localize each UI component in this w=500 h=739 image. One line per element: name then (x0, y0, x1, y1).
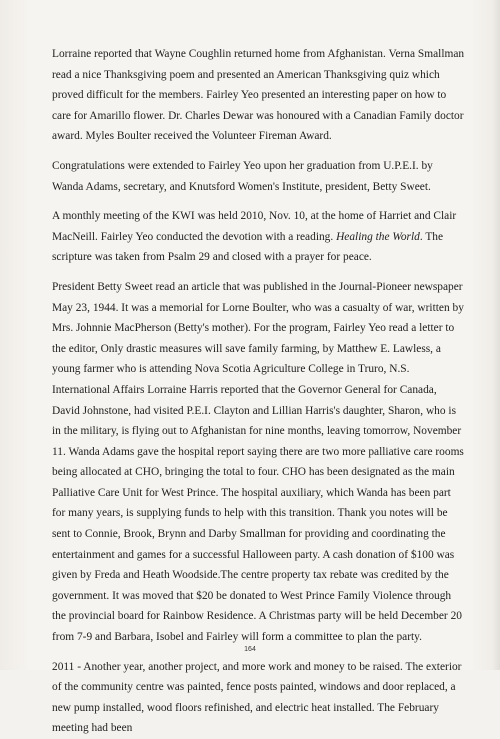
meeting-text-start: A monthly meeting of the KWI was held 2010, Nov. 10, at the home of Harriet and Clair MacNeill. Fairley Yeo conducted the devotion with a reading. (52, 210, 457, 243)
paragraph-monthly-meeting (52, 206, 466, 268)
paragraph-congratulations: Congratulations were extended to Fairley Yeo upon her graduation from U.P.E.I. by Wanda Adams, secretary, and Knutsford Women's Institute, president, Betty Sweet. (52, 159, 433, 193)
page-number: 164 (244, 646, 256, 653)
paragraph-coughlin-thanksgiving: Lorraine reported that Wayne Coughlin returned home from Afghanistan. Verna Smallman read a nice Thanksgiving poem and presented an American Thanksgiving quiz which proved difficult for the members. Fairley Yeo presented an interesting paper on how to care for Amarillo flower. Dr. Charles Dewar was honoured with a Canadian Family doctor award. Myles Boulter received the Volunteer Fireman Award. (52, 48, 465, 143)
paragraph-president-report: President Betty Sweet read an article that was published in the Journal-Pioneer newspaper May 23, 1944. It was a memorial for Lorne Boulter, who was a casualty of war, written by Mrs. Johnnie MacPherson (Betty's mother). For the program, Fairley Yeo read a letter to the editor, Only drastic measures will save family farming, by Matthew E. Lawless, a young farmer who is attending Nova Scotia Agriculture College in Truro, N.S. International Affairs Lorraine Harris reported that the Governor General for Canada, David Johnstone, had visited P.E.I. Clayton and Lillian Harris's daughter, Sharon, who is in the military, is flying out to Afghanistan for nine months, leaving tomorrow, November 11. Wanda Adams gave the hospital report saying there are two more palliative care rooms being allocated at CHO, bringing the total to four. CHO has been designated as the main Palliative Care Unit for West Prince. The hospital auxiliary, which Wanda has been part for many years, is supplying funds to help with this transition. Thank you notes will be sent to Connie, Brook, Brynn and Darby Smallman for providing and coordinating the entertainment and games for a successful Halloween party. A cash donation of $100 was given by Freda and Heath Woodside.The centre property tax rebate was credited by the government. It was moved that $20 be donated to West Prince Family Violence through the provincial board for Rainbow Residence. A Christmas party will be held December 20 from 7-9 and Barbara, Isobel and Fairley will form a committee to plan the party. (52, 280, 464, 644)
page-edge-shadow (492, 0, 500, 670)
paragraph-2011-projects: 2011 - Another year, another project, and more work and money to be raised. The exterior of the community centre was painted, fence posts painted, windows and door replaced, a new pump installed, wood floors refinished, and electric heat installed. The February meeting had been (52, 660, 462, 735)
reading-title: Healing the World (336, 230, 420, 243)
meeting-text-end: . The scripture was taken from Psalm 29 and closed with a prayer for peace. (52, 230, 444, 264)
